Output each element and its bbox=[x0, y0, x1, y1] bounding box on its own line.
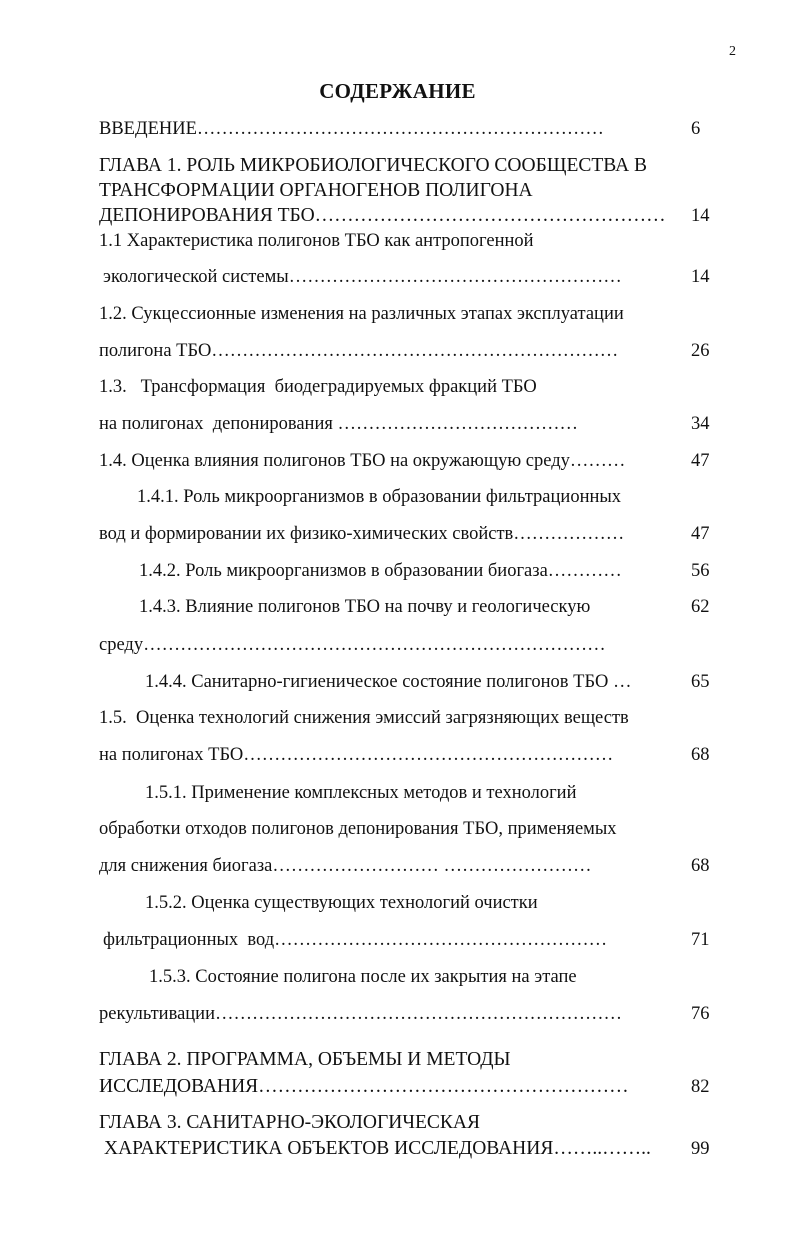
toc-section-1-3-line2: на полигонах депонирования ………………………………… bbox=[99, 414, 578, 434]
toc-page-section-1-5-3: 76 bbox=[691, 1004, 710, 1024]
toc-page-section-1-4-3: 62 bbox=[691, 597, 710, 617]
toc-chapter-1-line2: ТРАНСФОРМАЦИИ ОРГАНОГЕНОВ ПОЛИГОНА bbox=[99, 180, 533, 201]
page-title: СОДЕРЖАНИЕ bbox=[319, 79, 476, 103]
toc-section-1-5-2-line1: 1.5.2. Оценка существующих технологий очистки bbox=[145, 893, 538, 913]
toc-chapter-2-line1: ГЛАВА 2. ПРОГРАММА, ОБЪЕМЫ И МЕТОДЫ bbox=[99, 1049, 511, 1070]
toc-section-1-5-1-line3: для снижения биогаза……………………… …………………… bbox=[99, 856, 592, 876]
toc-page-section-1-5: 68 bbox=[691, 745, 710, 765]
toc-page-section-1-5-2: 71 bbox=[691, 930, 710, 950]
toc-section-1-5-1-line2: обработки отходов полигонов депонирования ТБО, применяемых bbox=[99, 819, 617, 839]
toc-section-1-5-3-line2: рекультивации………………………………………………………… bbox=[99, 1004, 622, 1024]
toc-page-introduction: 6 bbox=[691, 119, 701, 139]
toc-page-chapter-2: 82 bbox=[691, 1077, 710, 1097]
toc-page-chapter-1: 14 bbox=[691, 206, 710, 226]
toc-page-section-1-4-2: 56 bbox=[691, 561, 710, 581]
toc-section-1-1-line1: 1.1 Характеристика полигонов ТБО как антропогенной bbox=[99, 231, 534, 251]
toc-page-section-1-4: 47 bbox=[691, 451, 710, 471]
toc-section-1-4-3-line1: 1.4.3. Влияние полигонов ТБО на почву и геологическую bbox=[139, 597, 591, 617]
toc-page-section-1-3: 34 bbox=[691, 414, 710, 434]
toc-section-1-5-2-line2: фильтрационных вод……………………………………………… bbox=[103, 930, 608, 950]
toc-page-section-1-1: 14 bbox=[691, 267, 710, 287]
toc-page-chapter-3: 99 bbox=[691, 1139, 710, 1159]
toc-section-1-3-line1: 1.3. Трансформация биодеградируемых фракций ТБО bbox=[99, 377, 537, 397]
toc-chapter-1-line1: ГЛАВА 1. РОЛЬ МИКРОБИОЛОГИЧЕСКОГО СООБЩЕСТВА В bbox=[99, 155, 648, 176]
toc-chapter-1-line3: ДЕПОНИРОВАНИЯ ТБО……………………………………………… bbox=[99, 205, 666, 226]
toc-section-1-4: 1.4. Оценка влияния полигонов ТБО на окружающую среду……… bbox=[99, 451, 626, 471]
toc-section-1-1-line2: экологической системы……………………………………………… bbox=[103, 267, 622, 287]
toc-section-1-5-line1: 1.5. Оценка технологий снижения эмиссий загрязняющих веществ bbox=[99, 708, 629, 728]
toc-entry-introduction: ВВЕДЕНИЕ………………………………………………………… bbox=[99, 119, 604, 139]
toc-section-1-4-2: 1.4.2. Роль микроорганизмов в образовании биогаза………… bbox=[139, 561, 622, 581]
toc-page-section-1-5-1: 68 bbox=[691, 856, 710, 876]
toc-chapter-3-line1: ГЛАВА 3. САНИТАРНО-ЭКОЛОГИЧЕСКАЯ bbox=[99, 1112, 481, 1133]
page-number: 2 bbox=[729, 44, 736, 59]
toc-page-section-1-4-4: 65 bbox=[691, 672, 710, 692]
toc-section-1-4-4: 1.4.4. Санитарно-гигиеническое состояние полигонов ТБО … bbox=[145, 672, 632, 692]
toc-section-1-4-1-line1: 1.4.1. Роль микроорганизмов в образовании фильтрационных bbox=[137, 487, 622, 507]
toc-page-section-1-2: 26 bbox=[691, 341, 710, 361]
toc-chapter-2-line2: ИССЛЕДОВАНИЯ………………………………………………… bbox=[99, 1076, 629, 1097]
toc-section-1-5-line2: на полигонах ТБО…………………………………………………… bbox=[99, 745, 614, 765]
toc-chapter-3-line2: ХАРАКТЕРИСТИКА ОБЪЕКТОВ ИССЛЕДОВАНИЯ……..…….. bbox=[104, 1138, 651, 1159]
toc-section-1-5-3-line1: 1.5.3. Состояние полигона после их закрытия на этапе bbox=[149, 967, 577, 987]
toc-section-1-2-line1: 1.2. Сукцессионные изменения на различных этапах эксплуатации bbox=[99, 304, 624, 324]
toc-section-1-2-line2: полигона ТБО………………………………………………………… bbox=[99, 341, 619, 361]
toc-page-section-1-4-1: 47 bbox=[691, 524, 710, 544]
toc-section-1-4-3-line2: среду………………………………………………………………… bbox=[99, 635, 606, 655]
toc-section-1-5-1-line1: 1.5.1. Применение комплексных методов и технологий bbox=[145, 783, 577, 803]
toc-section-1-4-1-line2: вод и формировании их физико-химических свойств……………… bbox=[99, 524, 625, 544]
